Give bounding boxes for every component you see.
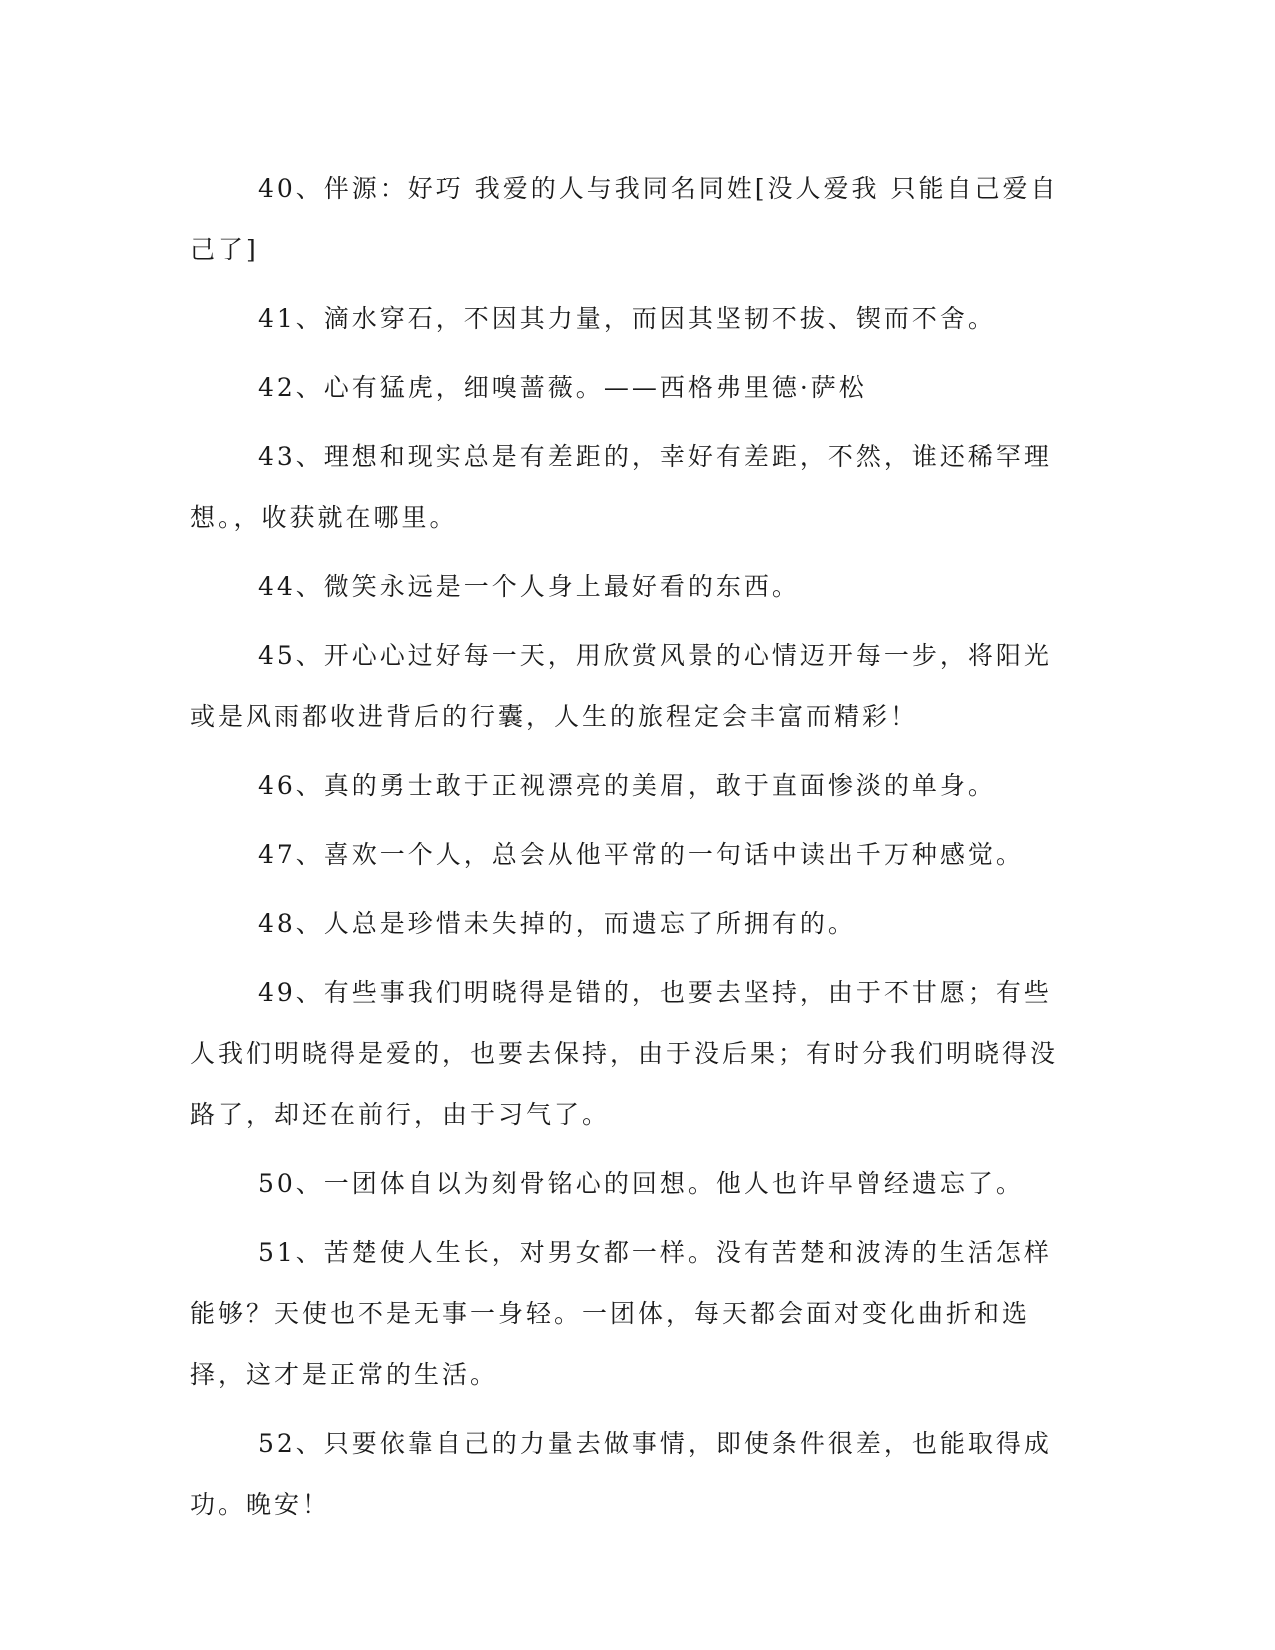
document-body bbox=[190, 158, 1070, 1543]
paragraph-49: 49、有些事我们明晓得是错的，也要去坚持，由于不甘愿；有些人我们明晓得是爱的，也要去保持，由于没后果；有时分我们明晓得没路了，却还在前行，由于习气了。 bbox=[190, 978, 1059, 1129]
paragraph-41: 41、滴水穿石，不因其力量，而因其坚韧不拔、锲而不舍。 bbox=[258, 304, 996, 333]
paragraph-52: 52、只要依靠自己的力量去做事情，即使条件很差，也能取得成功。晚安！ bbox=[190, 1429, 1052, 1519]
paragraph-50: 50、一团体自以为刻骨铭心的回想。他人也许早曾经遗忘了。 bbox=[258, 1169, 1024, 1198]
paragraph-45: 45、开心心过好每一天，用欣赏风景的心情迈开每一步，将阳光或是风雨都收进背后的行囊，人生的旅程定会丰富而精彩！ bbox=[190, 641, 1052, 731]
paragraph-43: 43、理想和现实总是有差距的，幸好有差距，不然，谁还稀罕理想。，收获就在哪里。 bbox=[190, 442, 1052, 532]
paragraph-51: 51、苦楚使人生长，对男女都一样。没有苦楚和波涛的生活怎样能够？天使也不是无事一身轻。一团体，每天都会面对变化曲折和选择，这才是正常的生活。 bbox=[190, 1238, 1052, 1389]
paragraph-47: 47、喜欢一个人，总会从他平常的一句话中读出千万种感觉。 bbox=[258, 840, 1024, 869]
paragraph-44: 44、微笑永远是一个人身上最好看的东西。 bbox=[258, 572, 800, 601]
paragraph-48: 48、人总是珍惜未失掉的，而遗忘了所拥有的。 bbox=[258, 909, 856, 938]
paragraph-40: 40、伴源：好巧 我爱的人与我同名同姓[没人爱我 只能自己爱自己了] bbox=[190, 174, 1059, 264]
paragraph-42: 42、心有猛虎，细嗅蔷薇。——西格弗里德·萨松 bbox=[258, 373, 867, 402]
paragraph-46: 46、真的勇士敢于正视漂亮的美眉，敢于直面惨淡的单身。 bbox=[258, 771, 996, 800]
